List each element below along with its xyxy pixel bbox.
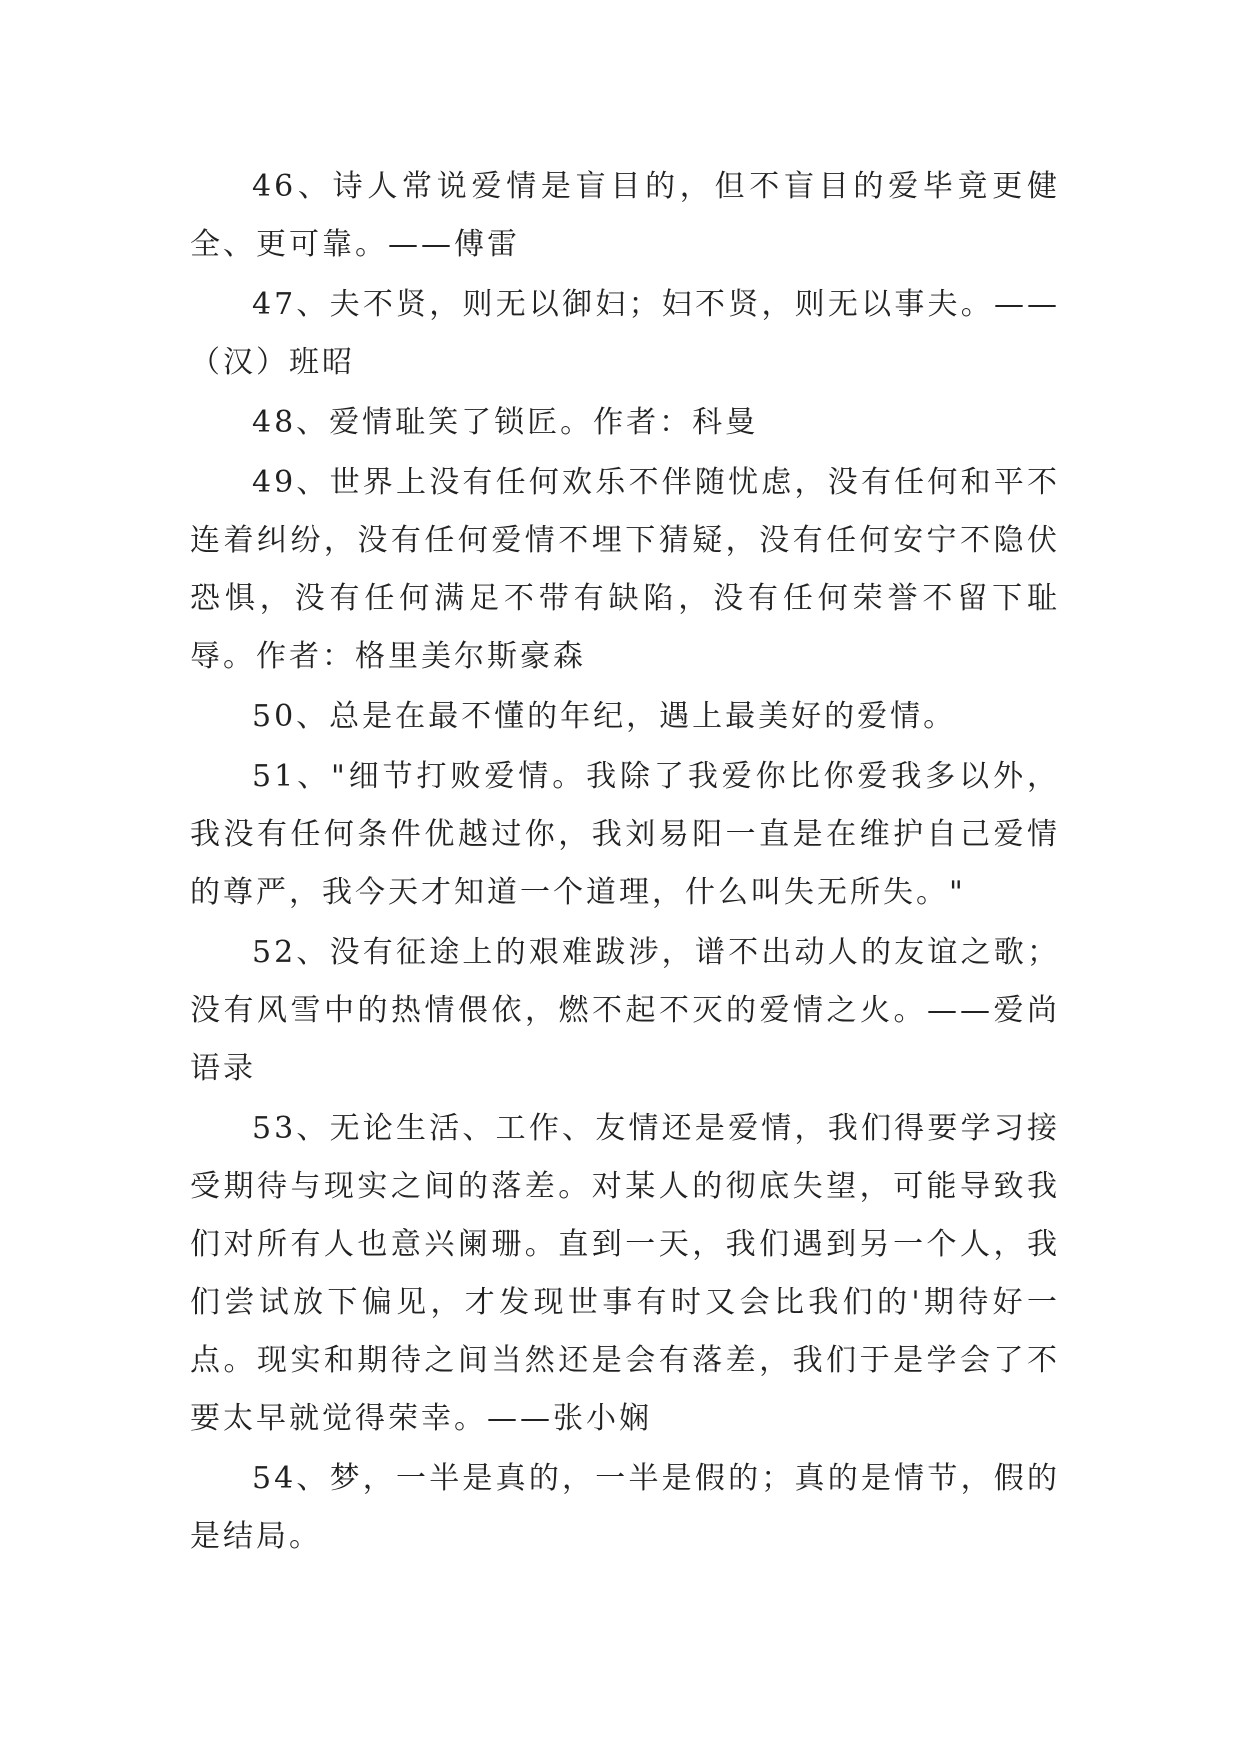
quote-paragraph-46: 46、诗人常说爱情是盲目的，但不盲目的爱毕竟更健全、更可靠。——傅雷	[190, 169, 1060, 262]
quote-paragraph-54: 54、梦，一半是真的，一半是假的；真的是情节，假的是结局。	[190, 1461, 1060, 1554]
quote-paragraph-53: 53、无论生活、工作、友情还是爱情，我们得要学习接受期待与现实之间的落差。对某人的彻底失望，可能导致我们对所有人也意兴阑珊。直到一天，我们遇到另一个人，我们尝试放下偏见，才发现世事有时又会比我们的'期待好一点。现实和期待之间当然还是会有落差，我们于是学会了不要太早就觉得荣幸。——张小娴	[190, 1111, 1060, 1436]
quote-paragraph-47: 47、夫不贤，则无以御妇；妇不贤，则无以事夫。——（汉）班昭	[190, 287, 1060, 380]
quote-paragraph-48: 48、爱情耻笑了锁匠。作者：科曼	[252, 405, 759, 440]
quote-paragraph-50: 50、总是在最不懂的年纪，遇上最美好的爱情。	[252, 699, 957, 734]
quote-paragraph-49: 49、世界上没有任何欢乐不伴随忧虑，没有任何和平不连着纠纷，没有任何爱情不埋下猜疑，没有任何安宁不隐伏恐惧，没有任何满足不带有缺陷，没有任何荣誉不留下耻辱。作者：格里美尔斯豪森	[190, 465, 1060, 674]
quote-paragraph-51: 51、"细节打败爱情。我除了我爱你比你爱我多以外，我没有任何条件优越过你，我刘易阳一直是在维护自己爱情的尊严，我今天才知道一个道理，什么叫失无所失。"	[190, 759, 1060, 910]
document-body	[190, 158, 1060, 1568]
quote-paragraph-52: 52、没有征途上的艰难跋涉，谱不出动人的友谊之歌；没有风雪中的热情偎依，燃不起不灭的爱情之火。——爱尚语录	[190, 935, 1060, 1086]
